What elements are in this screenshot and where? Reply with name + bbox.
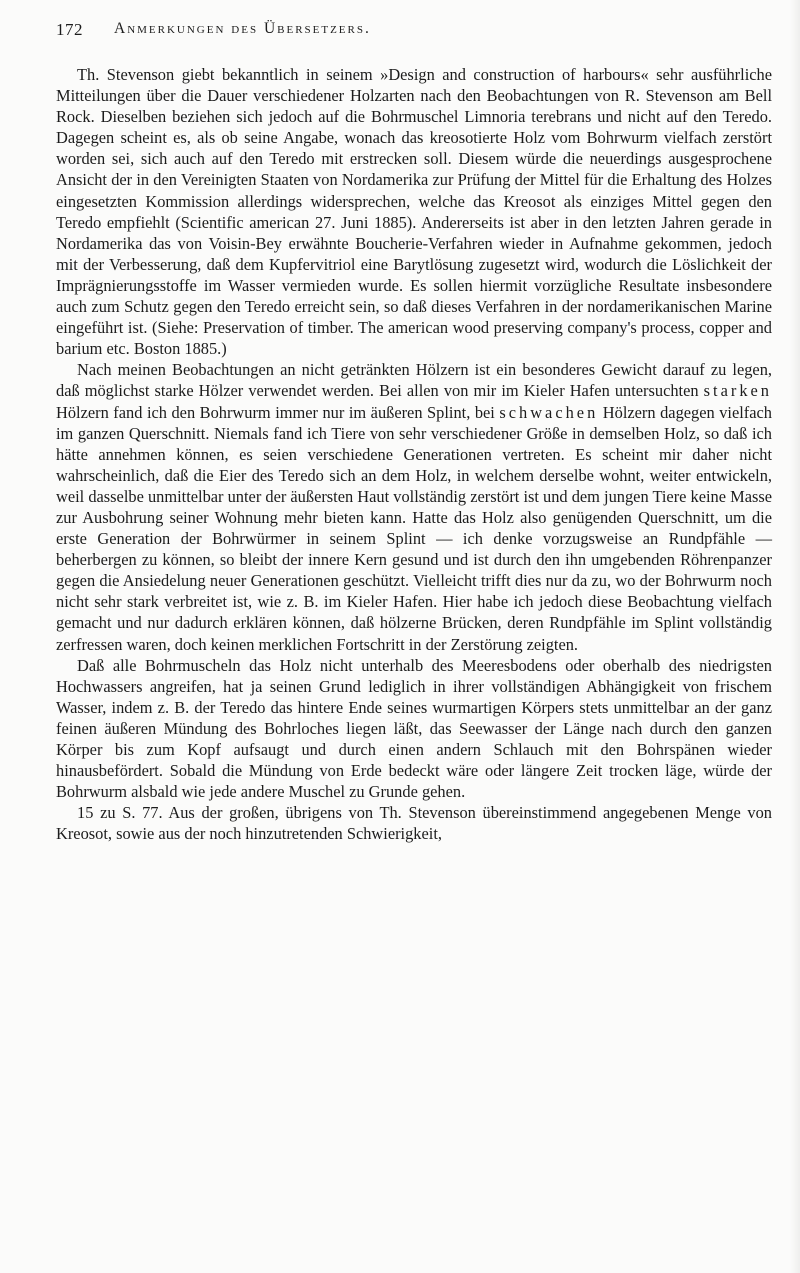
paragraph-2 <box>56 359 772 654</box>
paragraph-4: 15 zu S. 77. Aus der großen, übrigens von Th. Stevenson übereinstimmend angegebenen Menge von Kreosot, sowie aus der noch hinzutretenden Schwierigkeit, <box>56 803 772 844</box>
emphasis-starken: starken <box>703 381 772 401</box>
running-head: Anmerkungen des Übersetzers. <box>114 20 371 37</box>
page-header <box>56 20 782 50</box>
paragraph-2-text-b: Hölzern fand ich den Bohrwurm immer nur im äußeren Splint, bei <box>56 402 500 422</box>
page-edge <box>790 0 800 1273</box>
paragraph-3: Daß alle Bohrmuscheln das Holz nicht unterhalb des Meeresbodens oder oberhalb des niedrigsten Hochwassers angreifen, hat ja seinen Grund lediglich in ihrer vollständigen Abhängigkeit von frischem Wasser, indem z. B. der Teredo das hintere Ende seines wurmartigen Körpers stets unmittelbar an der ganz feinen äußeren Mündung des Bohrloches liegen läßt, das Seewasser der Länge nach durch den ganzen Körper bis zum Kopf aufsaugt und durch einen andern Schlauch mit den Bohrspänen wieder hinausbefördert. Sobald die Mündung von Erde bedeckt wäre oder längere Zeit trocken läge, würde der Bohrwurm alsbald wie jede andere Muschel zu Grunde gehen. <box>56 655 772 802</box>
body-text <box>56 64 772 844</box>
emphasis-schwachen: schwachen <box>499 402 599 422</box>
paragraph-1: Th. Stevenson giebt bekanntlich in seinem »Design and construction of harbours« sehr ausführliche Mitteilungen über die Dauer verschiedener Holzarten nach den Beobachtungen von R. Stevenson am Bell Rock. Dieselben beziehen sich jedoch auf die Bohrmuschel Limnoria terebrans und nicht auf den Teredo. Dagegen scheint es, als ob seine Angabe, wonach das kreosotierte Holz vom Bohrwurm vielfach zerstört worden sei, sich auch auf den Teredo mit erstrecken soll. Diesem würde die neuerdings ausgesprochene Ansicht der in den Vereinigten Staaten von Nordamerika zur Prüfung der Mittel für die Erhaltung des Holzes eingesetzten Kommission allerdings widersprechen, welche das Kreosot als einziges Mittel gegen den Teredo empfiehlt (Scientific american 27. Juni 1885). Andererseits ist aber in den letzten Jahren gerade in Nordamerika das von Voisin-Bey erwähnte Boucherie-Verfahren wieder in Aufnahme gekommen, jedoch mit der Verbesserung, daß dem Kupfervitriol eine Barytlösung zugesetzt wird, wodurch die Löslichkeit der Imprägnierungsstoffe im Wasser vermieden wurde. Es sollen hiermit vorzügliche Resultate insbesondere auch zum Schutz gegen den Teredo erreicht sein, so daß dieses Verfahren in der nordamerikanischen Marine eingeführt ist. (Siehe: Preservation of timber. The american wood preserving company's process, copper and barium etc. Boston 1885.) <box>56 65 772 359</box>
page-number: 172 <box>56 20 83 39</box>
paragraph-2-text-a: Nach meinen Beobachtungen an nicht getränkten Hölzern ist ein besonderes Gewicht darauf zu legen, daß möglichst starke Hölzer verwendet werden. Bei allen von mir im Kieler Hafen untersuchten <box>56 360 772 401</box>
paragraph-2-text-c: Hölzern dagegen vielfach im ganzen Querschnitt. Niemals fand ich Tiere von sehr verschiedener Größe in demselben Holz, so daß ich hätte annehmen können, es seien verschiedene Generationen vertreten. Es scheint mir daher nicht wahrscheinlich, daß die Eier des Teredo sich an dem Holz, in welchem derselbe wohnt, weiter entwickeln, weil dasselbe unmittelbar unter der äußersten Haut vollständig zerstört ist und dem jungen Tiere keine Masse zur Ausbohrung seiner Wohnung mehr bieten kann. Hatte das Holz also genügenden Querschnitt, um die erste Generation der Bohrwürmer in seinem Splint — ich denke vorzugsweise an Rundpfähle — beherbergen zu können, so bleibt der innere Kern gesund und ist durch den ihn umgebenden Röhrenpanzer gegen die Ansiedelung neuer Generationen geschützt. Vielleicht trifft dies nur da zu, wo der Bohrwurm noch nicht sehr stark verbreitet ist, wie z. B. im Kieler Hafen. Hier habe ich jedoch diese Beobachtung vielfach gemacht und nur dadurch erklären können, daß hölzerne Brücken, deren Rundpfähle im Splint vollständig zerfressen waren, doch keinen merklichen Fortschritt in der Zerstörung zeigten. <box>56 402 773 654</box>
